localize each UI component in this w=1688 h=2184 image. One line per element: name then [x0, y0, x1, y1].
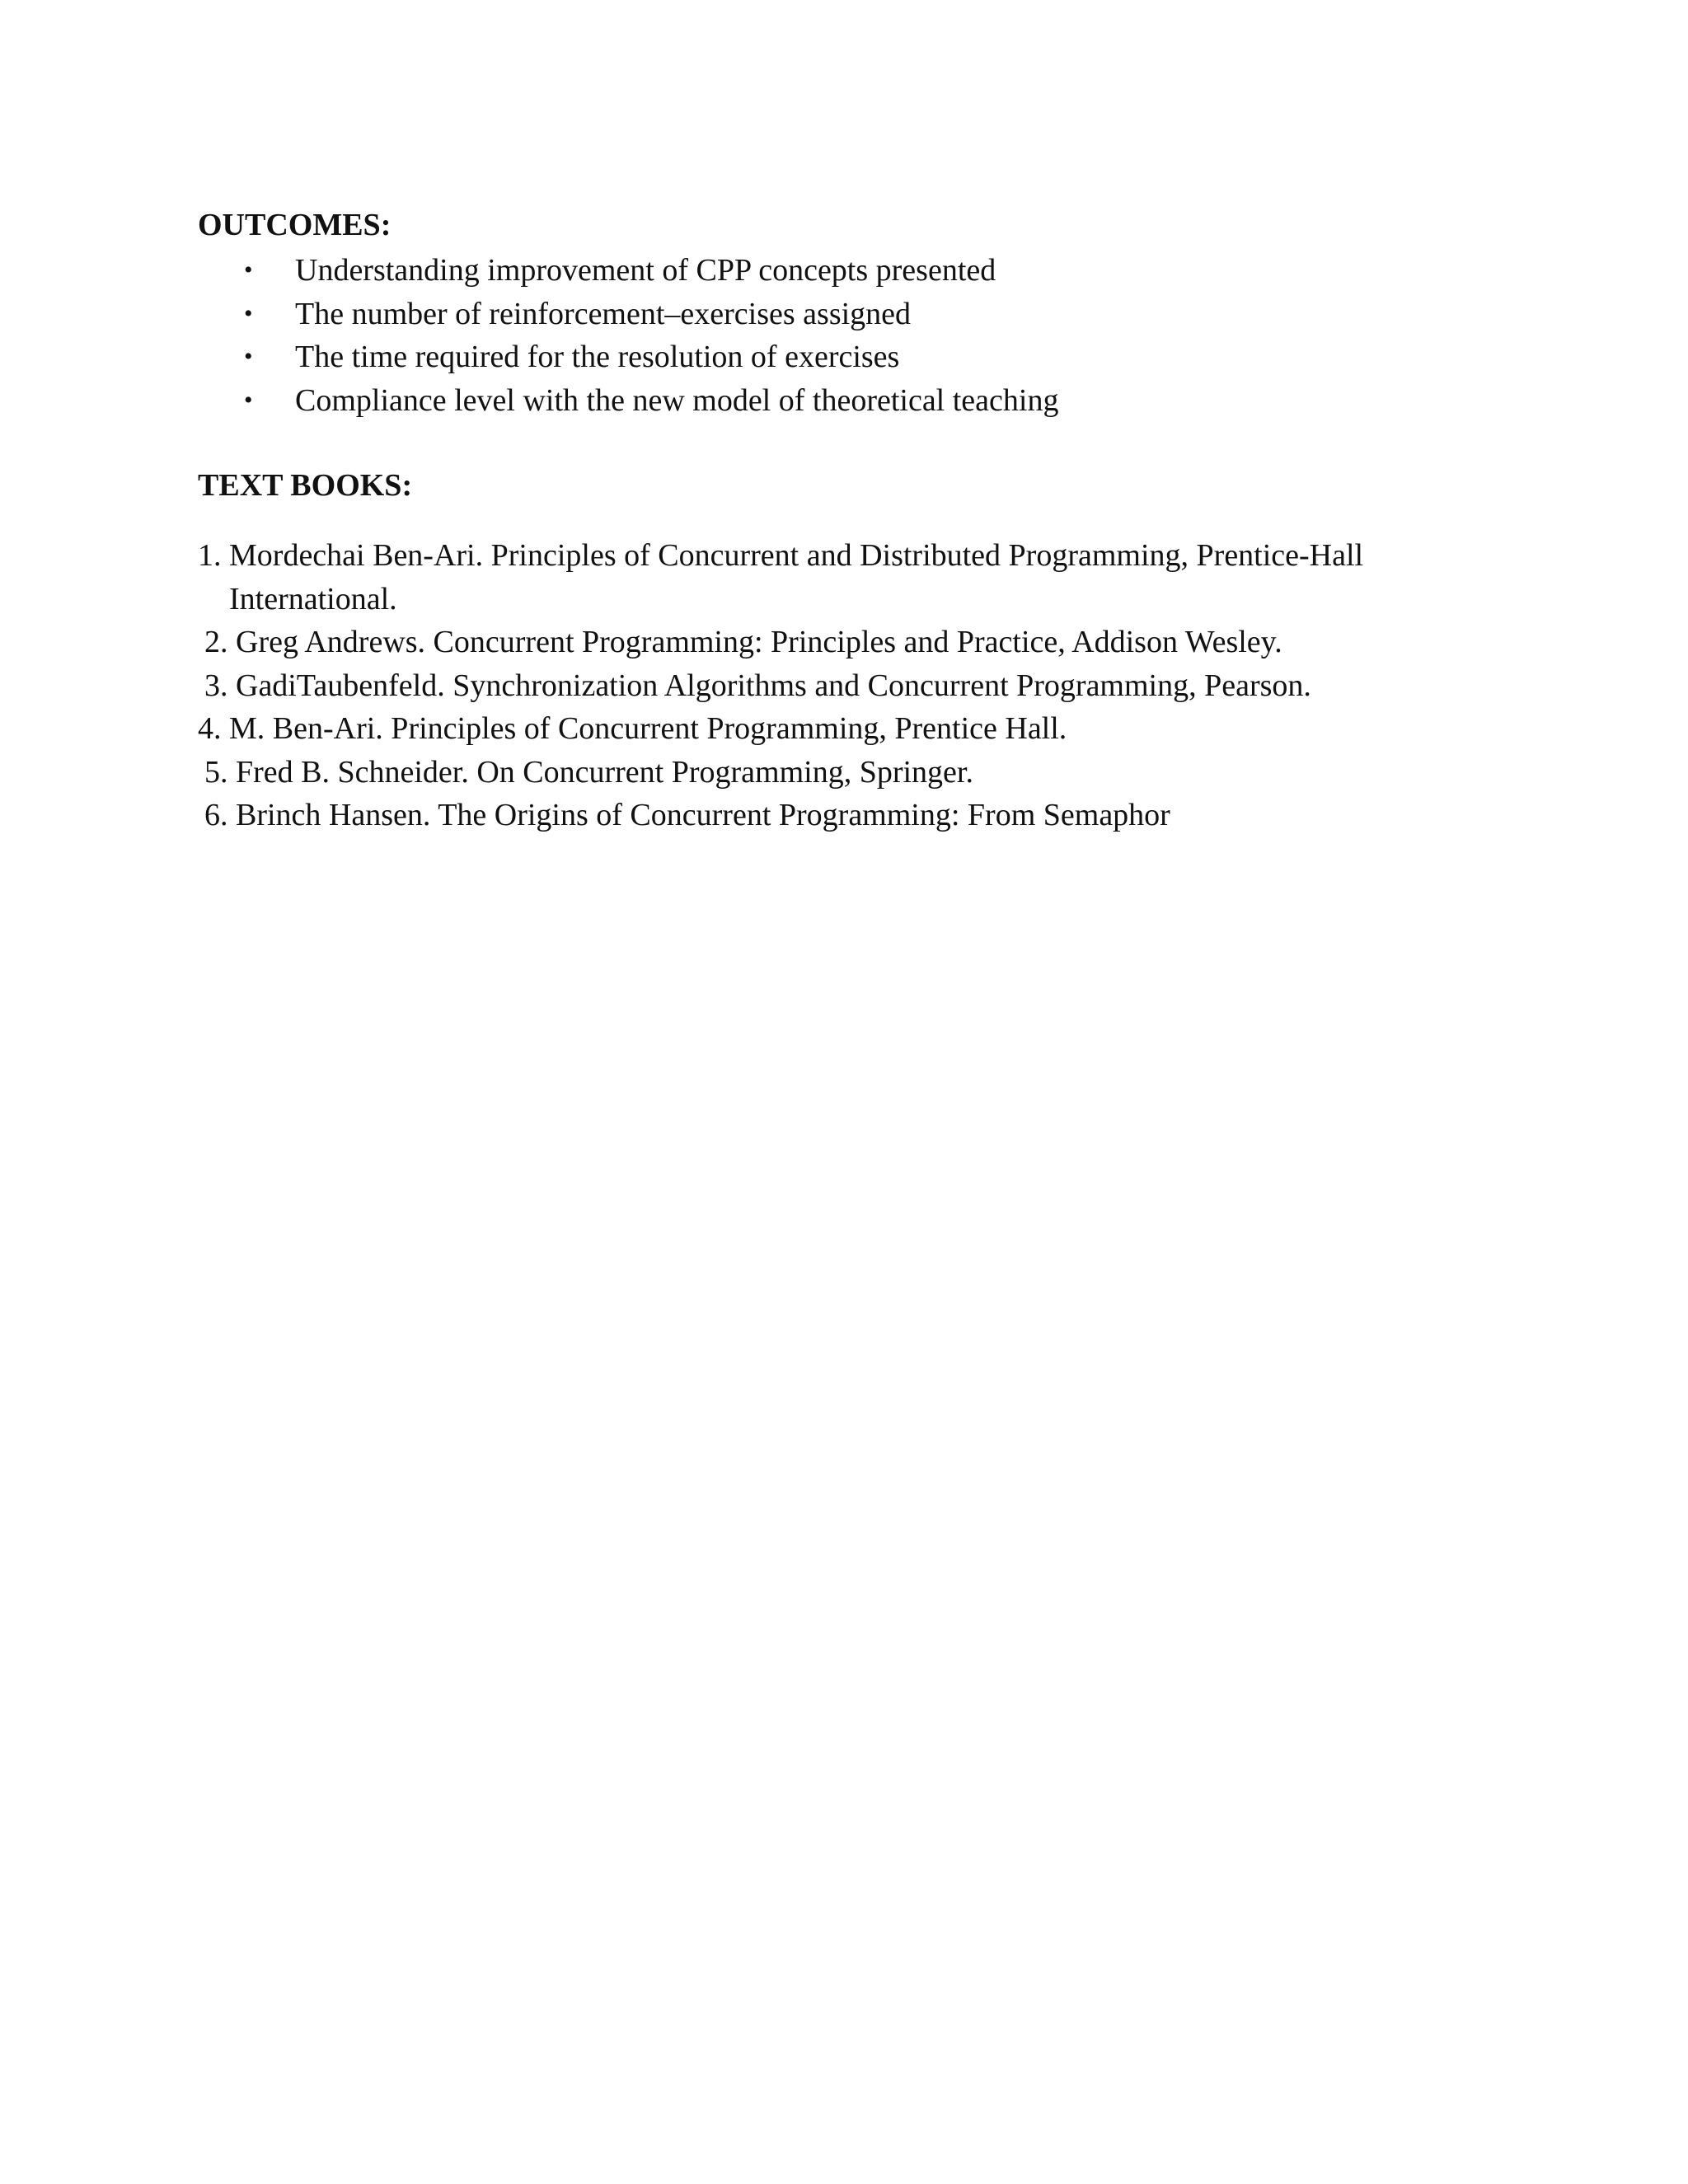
outcome-text: Understanding improvement of CPP concepts presented [295, 253, 996, 288]
bullet-icon: • [244, 256, 253, 284]
text-books-heading: TEXT BOOKS: [198, 468, 413, 503]
reference-line: 1. Mordechai Ben-Ari. Principles of Concurrent and Distributed Programming, Prentice-Hall [198, 538, 1364, 573]
bullet-icon: • [244, 343, 253, 370]
bullet-icon: • [244, 299, 253, 327]
bullet-icon: • [244, 386, 253, 414]
reference-line: 3. GadiTaubenfeld. Synchronization Algorithms and Concurrent Programming, Pearson. [204, 668, 1311, 703]
reference-line: 4. M. Ben-Ari. Principles of Concurrent Programming, Prentice Hall. [198, 711, 1067, 746]
outcomes-heading: OUTCOMES: [198, 208, 392, 242]
reference-line-continuation: International. [229, 581, 397, 616]
outcome-text: The number of reinforcement–exercises assigned [295, 296, 912, 331]
reference-line: 2. Greg Andrews. Concurrent Programming: Principles and Practice, Addison Wesley. [204, 625, 1282, 659]
outcome-text: The time required for the resolution of exercises [295, 340, 900, 374]
reference-line: 5. Fred B. Schneider. On Concurrent Programming, Springer. [204, 754, 973, 790]
outcome-text: Compliance level with the new model of theoretical teaching [295, 382, 1059, 418]
reference-line: 6. Brinch Hansen. The Origins of Concurrent Programming: From Semaphor [204, 798, 1170, 832]
